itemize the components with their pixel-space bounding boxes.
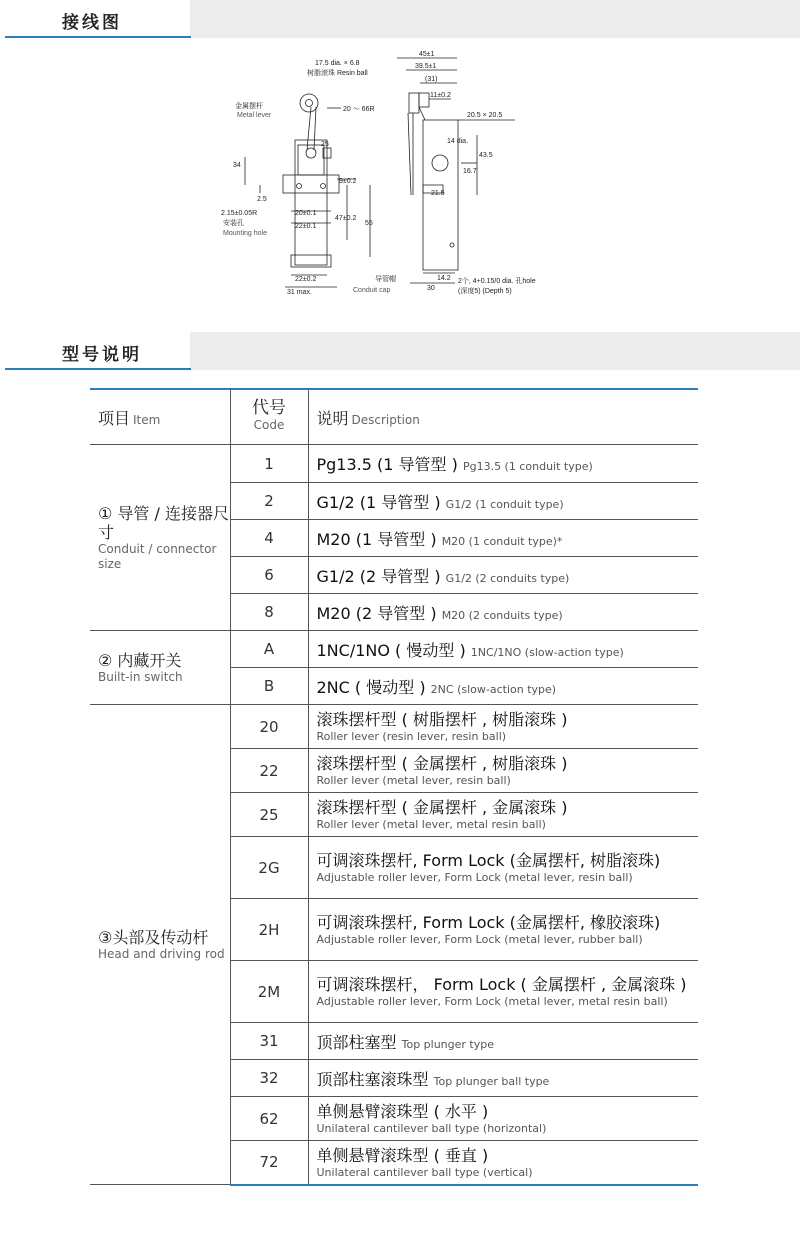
dim-label: Metal lever	[237, 112, 272, 119]
section-header-wiring	[0, 0, 800, 38]
roller-ball	[300, 94, 318, 112]
header-desc-zh: 说明	[316, 408, 349, 428]
dim-label: 30	[427, 285, 435, 292]
description-cell	[308, 749, 698, 793]
dim-label: 14 dia.	[447, 138, 469, 145]
dim-label: 11±0.2	[430, 92, 451, 99]
dimension-drawing	[215, 45, 555, 305]
section-underline	[5, 368, 191, 370]
conduit-hole	[432, 155, 448, 171]
description-en: Roller lever (metal lever, resin ball)	[316, 774, 511, 787]
dim-label: 20.5 × 20.5	[467, 112, 503, 119]
dim-label: 16.7	[463, 168, 477, 175]
section-header-bar	[190, 332, 800, 370]
section-header-bar	[190, 0, 800, 38]
dim-label: 31 max.	[287, 289, 312, 296]
description-en: 2NC (slow-action type)	[430, 682, 557, 696]
code-cell: 2	[230, 483, 308, 520]
item-cell	[90, 631, 230, 705]
code-cell: 8	[230, 594, 308, 631]
table-row	[90, 631, 698, 668]
col-header-code	[230, 389, 308, 445]
description-zh: 滚珠摆杆型 ( 金属摆杆 , 树脂滚珠 )	[316, 754, 568, 773]
description-cell	[308, 520, 698, 557]
description-en: M20 (1 conduit type)*	[441, 534, 563, 548]
dim-label: 25	[321, 141, 329, 148]
description-en: 1NC/1NO (slow-action type)	[470, 645, 624, 659]
code-cell: 22	[230, 749, 308, 793]
model-spec-table	[90, 388, 698, 1186]
code-cell: 25	[230, 793, 308, 837]
dim-label: 树脂滚珠 Resin ball	[307, 70, 368, 77]
dim-label: Conduit cap	[353, 287, 391, 294]
dim-label: 2个, 4+0.15/0 dia. 孔hole	[458, 278, 536, 285]
dim-label: 45±1	[419, 51, 435, 58]
dim-label: 39.5±1	[415, 63, 437, 70]
header-item-zh: 项目	[98, 408, 131, 428]
dim-label: (深度5) (Depth 5)	[458, 288, 512, 295]
code-cell: A	[230, 631, 308, 668]
description-en: Adjustable roller lever, Form Lock (metal lever, resin ball)	[316, 871, 633, 884]
item-label-en: Built-in switch	[98, 669, 183, 684]
description-zh: G1/2 (1 导管型 )	[316, 492, 441, 512]
item-label-zh: ② 内藏开关	[98, 650, 182, 670]
description-zh: 顶部柱塞滚珠型	[316, 1069, 429, 1089]
description-cell	[308, 1141, 698, 1185]
description-cell	[308, 1097, 698, 1141]
dim-label: Mounting hole	[223, 230, 267, 237]
dim-label: 22±0.2	[295, 276, 317, 283]
description-cell	[308, 961, 698, 1023]
description-cell	[308, 1023, 698, 1060]
description-cell	[308, 557, 698, 594]
header-code-en: Code	[253, 418, 285, 432]
code-cell: 72	[230, 1141, 308, 1185]
mounting-flange	[283, 175, 339, 193]
code-cell: 62	[230, 1097, 308, 1141]
description-cell	[308, 483, 698, 520]
table-row	[90, 445, 698, 483]
dim-label: 20 ～ 66R	[343, 106, 375, 113]
dim-label: 47±0.2	[335, 215, 357, 222]
section-title: 接线图	[62, 13, 122, 33]
description-zh: 2NC ( 慢动型 )	[316, 677, 426, 697]
code-cell: 1	[230, 445, 308, 483]
table-header-row	[90, 389, 698, 445]
item-cell	[90, 705, 230, 1185]
description-cell	[308, 631, 698, 668]
description-zh: 可调滚珠摆杆, Form Lock (金属摆杆, 树脂滚珠)	[316, 851, 661, 870]
code-cell: 2H	[230, 899, 308, 961]
dim-label: 22±0.1	[295, 223, 317, 230]
description-cell	[308, 837, 698, 899]
description-en: M20 (2 conduits type)	[441, 608, 563, 622]
table-row	[90, 705, 698, 749]
description-en: Unilateral cantilever ball type (horizontal)	[316, 1122, 547, 1135]
description-en: Unilateral cantilever ball type (vertical)	[316, 1165, 533, 1179]
code-cell: 20	[230, 705, 308, 749]
dim-label: 安装孔	[223, 220, 244, 227]
dim-label: 20±0.1	[295, 210, 317, 217]
dim-label: 9±0.2	[339, 178, 357, 185]
description-en: Roller lever (resin lever, resin ball)	[316, 730, 507, 743]
description-cell	[308, 1060, 698, 1097]
code-cell: 2G	[230, 837, 308, 899]
dim-label: 2.5	[257, 196, 267, 203]
dim-label: 17.5 dia. × 6.8	[315, 60, 360, 67]
dim-label: 金属摆杆	[235, 103, 263, 110]
description-zh: Pg13.5 (1 导管型 )	[316, 455, 458, 474]
description-zh: 可调滚珠摆杆， Form Lock ( 金属摆杆 , 金属滚珠 )	[316, 975, 687, 994]
description-en: G1/2 (2 conduits type)	[445, 571, 570, 585]
col-header-description	[308, 389, 698, 445]
code-cell: 31	[230, 1023, 308, 1060]
description-en: Top plunger type	[401, 1037, 494, 1051]
description-zh: M20 (2 导管型 )	[316, 603, 437, 623]
dim-label: 43.5	[479, 152, 493, 159]
description-zh: 可调滚珠摆杆, Form Lock (金属摆杆, 橡胶滚珠)	[316, 913, 661, 932]
header-code-zh: 代号	[252, 398, 286, 418]
description-en: Top plunger ball type	[433, 1074, 550, 1088]
item-cell	[90, 445, 230, 631]
description-zh: 单侧悬臂滚珠型 ( 水平 )	[316, 1102, 489, 1121]
item-label-zh: ③头部及传动杆	[98, 927, 209, 947]
item-label-en: Head and driving rod	[98, 946, 225, 961]
description-zh: 滚珠摆杆型 ( 树脂摆杆 , 树脂滚珠 )	[316, 710, 568, 729]
description-en: Adjustable roller lever, Form Lock (metal lever, metal resin ball)	[316, 995, 668, 1008]
description-zh: 1NC/1NO ( 慢动型 )	[316, 640, 466, 660]
section-title: 型号说明	[62, 345, 142, 365]
dim-label: 导管帽	[375, 276, 396, 283]
section-underline	[5, 36, 191, 38]
item-label-en: Conduit / connector size	[98, 541, 217, 571]
description-en: Adjustable roller lever, Form Lock (metal lever, rubber ball)	[316, 933, 643, 946]
dim-label: 2.15±0.05R	[221, 210, 258, 217]
description-zh: 滚珠摆杆型 ( 金属摆杆 , 金属滚珠 )	[316, 798, 568, 817]
dim-label: 34	[233, 162, 241, 169]
description-en: Roller lever (metal lever, metal resin ball)	[316, 818, 546, 831]
description-cell	[308, 594, 698, 631]
switch-body-front	[295, 140, 327, 265]
description-zh: G1/2 (2 导管型 )	[316, 566, 441, 586]
description-zh: M20 (1 导管型 )	[316, 529, 437, 549]
description-en: Pg13.5 (1 conduit type)	[462, 460, 593, 473]
code-cell: 4	[230, 520, 308, 557]
description-zh: 顶部柱塞型	[316, 1032, 397, 1052]
section-header-model	[0, 332, 800, 370]
description-cell	[308, 705, 698, 749]
code-cell: B	[230, 668, 308, 705]
item-label-zh: ① 导管 / 连接器尺寸	[98, 503, 229, 542]
dim-label: (31)	[425, 76, 438, 83]
description-cell	[308, 793, 698, 837]
header-desc-en: Description	[351, 412, 420, 427]
dim-label: 14.2	[437, 275, 451, 282]
code-cell: 2M	[230, 961, 308, 1023]
col-header-item	[90, 389, 230, 445]
code-cell: 32	[230, 1060, 308, 1097]
header-item-en: Item	[133, 412, 161, 427]
description-cell	[308, 899, 698, 961]
dim-label: 55	[365, 220, 373, 227]
code-cell: 6	[230, 557, 308, 594]
description-cell	[308, 668, 698, 705]
description-en: G1/2 (1 conduit type)	[445, 497, 564, 511]
description-cell	[308, 445, 698, 483]
dim-label: 21.5	[431, 190, 445, 197]
description-zh: 单侧悬臂滚珠型 ( 垂直 )	[316, 1145, 489, 1165]
